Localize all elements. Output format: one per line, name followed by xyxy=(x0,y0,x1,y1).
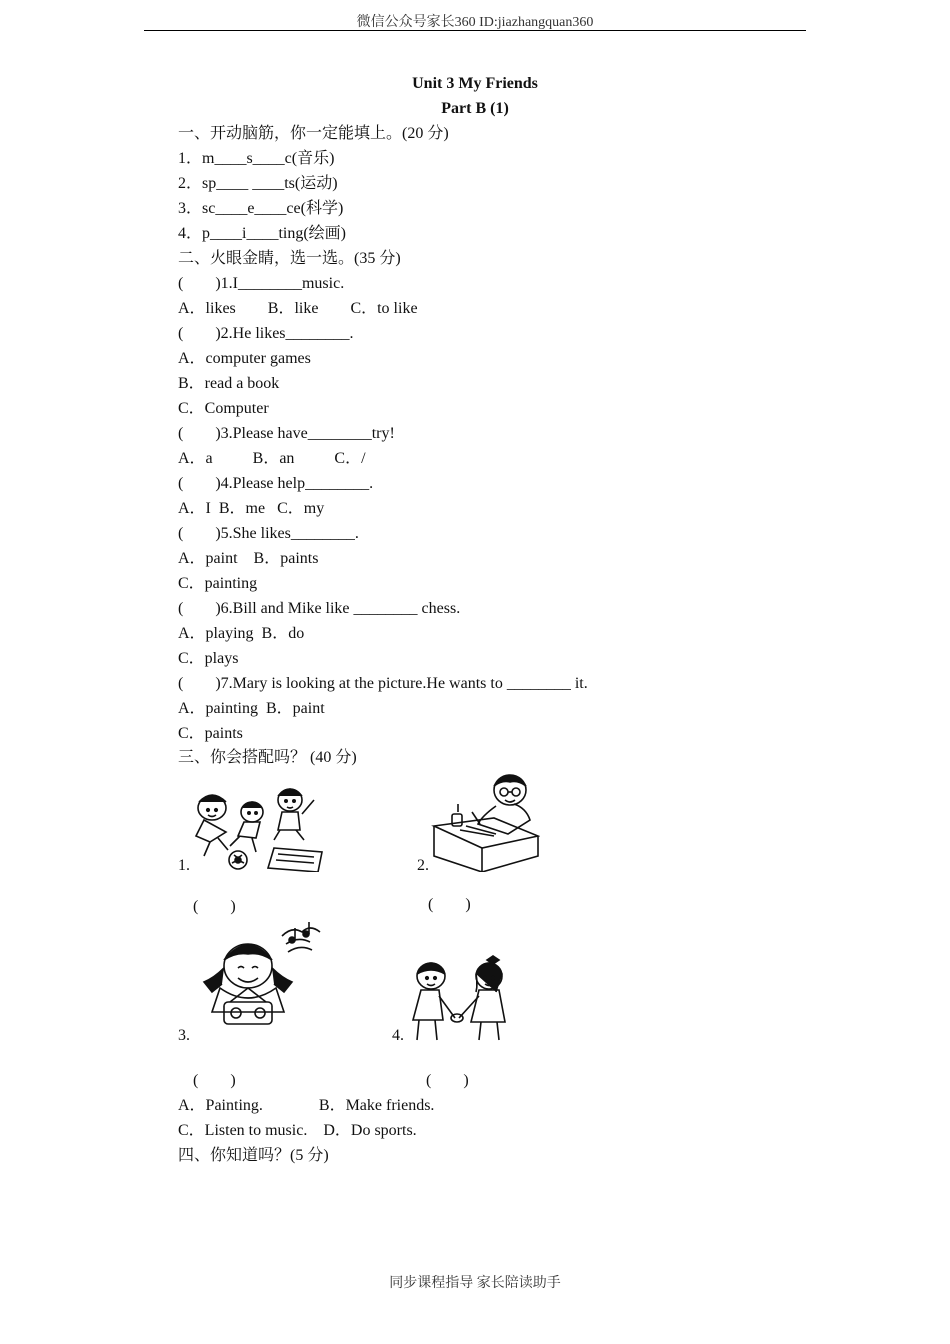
girl-listening-music-icon xyxy=(190,918,324,1040)
section1-item: 4．p____i____ting(绘画) xyxy=(178,225,346,242)
section1-item: 3．sc____e____ce(科学) xyxy=(178,200,344,217)
option-line: B．read a book xyxy=(178,375,280,392)
question-line: ( )4.Please help________. xyxy=(178,475,374,492)
answer-blank: ( ) xyxy=(428,896,471,913)
answer-blank: ( ) xyxy=(426,1072,469,1089)
kids-shaking-hands-icon xyxy=(405,954,515,1042)
section4-heading: 四、你知道吗？(5 分) xyxy=(178,1147,329,1164)
part-title: Part B (1) xyxy=(441,100,509,117)
header-watermark: 微信公众号家长360 ID:jiazhangquan360 xyxy=(356,15,594,30)
option-line: C．Computer xyxy=(178,400,269,417)
picture-number: 2. xyxy=(417,857,429,874)
picture-number: 1. xyxy=(178,857,190,874)
question-line: ( )5.She likes________. xyxy=(178,525,359,542)
option-line: A．paint B．paints xyxy=(178,550,319,567)
question-line: ( )1.I________music. xyxy=(178,275,345,292)
option-line: A．playing B．do xyxy=(178,625,305,642)
kids-playing-sports-icon xyxy=(190,784,326,872)
question-line: ( )6.Bill and Mike like ________ chess. xyxy=(178,600,461,617)
question-line: ( )2.He likes________. xyxy=(178,325,354,342)
option-line: A．a B．an C．/ xyxy=(178,450,366,467)
option-line: A．I B．me C．my xyxy=(178,500,325,517)
match-options: C．Listen to music. D．Do sports. xyxy=(178,1122,417,1139)
match-options: A．Painting. B．Make friends. xyxy=(178,1097,435,1114)
option-line: A．likes B．like C．to like xyxy=(178,300,418,317)
unit-title: Unit 3 My Friends xyxy=(412,75,538,92)
option-line: A．painting B．paint xyxy=(178,700,325,717)
question-line: ( )3.Please have________try! xyxy=(178,425,395,442)
section2-heading: 二、火眼金睛，选一选。(35 分) xyxy=(178,250,401,267)
header-divider xyxy=(144,30,806,31)
section1-item: 2．sp____ ____ts(运动) xyxy=(178,175,338,192)
section1-item: 1．m____s____c(音乐) xyxy=(178,150,335,167)
option-line: C．painting xyxy=(178,575,258,592)
option-line: A．computer games xyxy=(178,350,311,367)
picture-number: 3. xyxy=(178,1027,190,1044)
boy-painting-icon xyxy=(430,768,540,872)
answer-blank: ( ) xyxy=(193,898,236,915)
section3-heading: 三、你会搭配吗？ (40 分) xyxy=(178,749,357,766)
picture-number: 4. xyxy=(392,1027,404,1044)
option-line: C．plays xyxy=(178,650,239,667)
question-line: ( )7.Mary is looking at the picture.He wants to ________ it. xyxy=(178,675,588,692)
section1-heading: 一、开动脑筋，你一定能填上。(20 分) xyxy=(178,125,449,142)
answer-blank: ( ) xyxy=(193,1072,236,1089)
footer-text: 同步课程指导 家长陪读助手 xyxy=(389,1276,561,1291)
option-line: C．paints xyxy=(178,725,243,742)
